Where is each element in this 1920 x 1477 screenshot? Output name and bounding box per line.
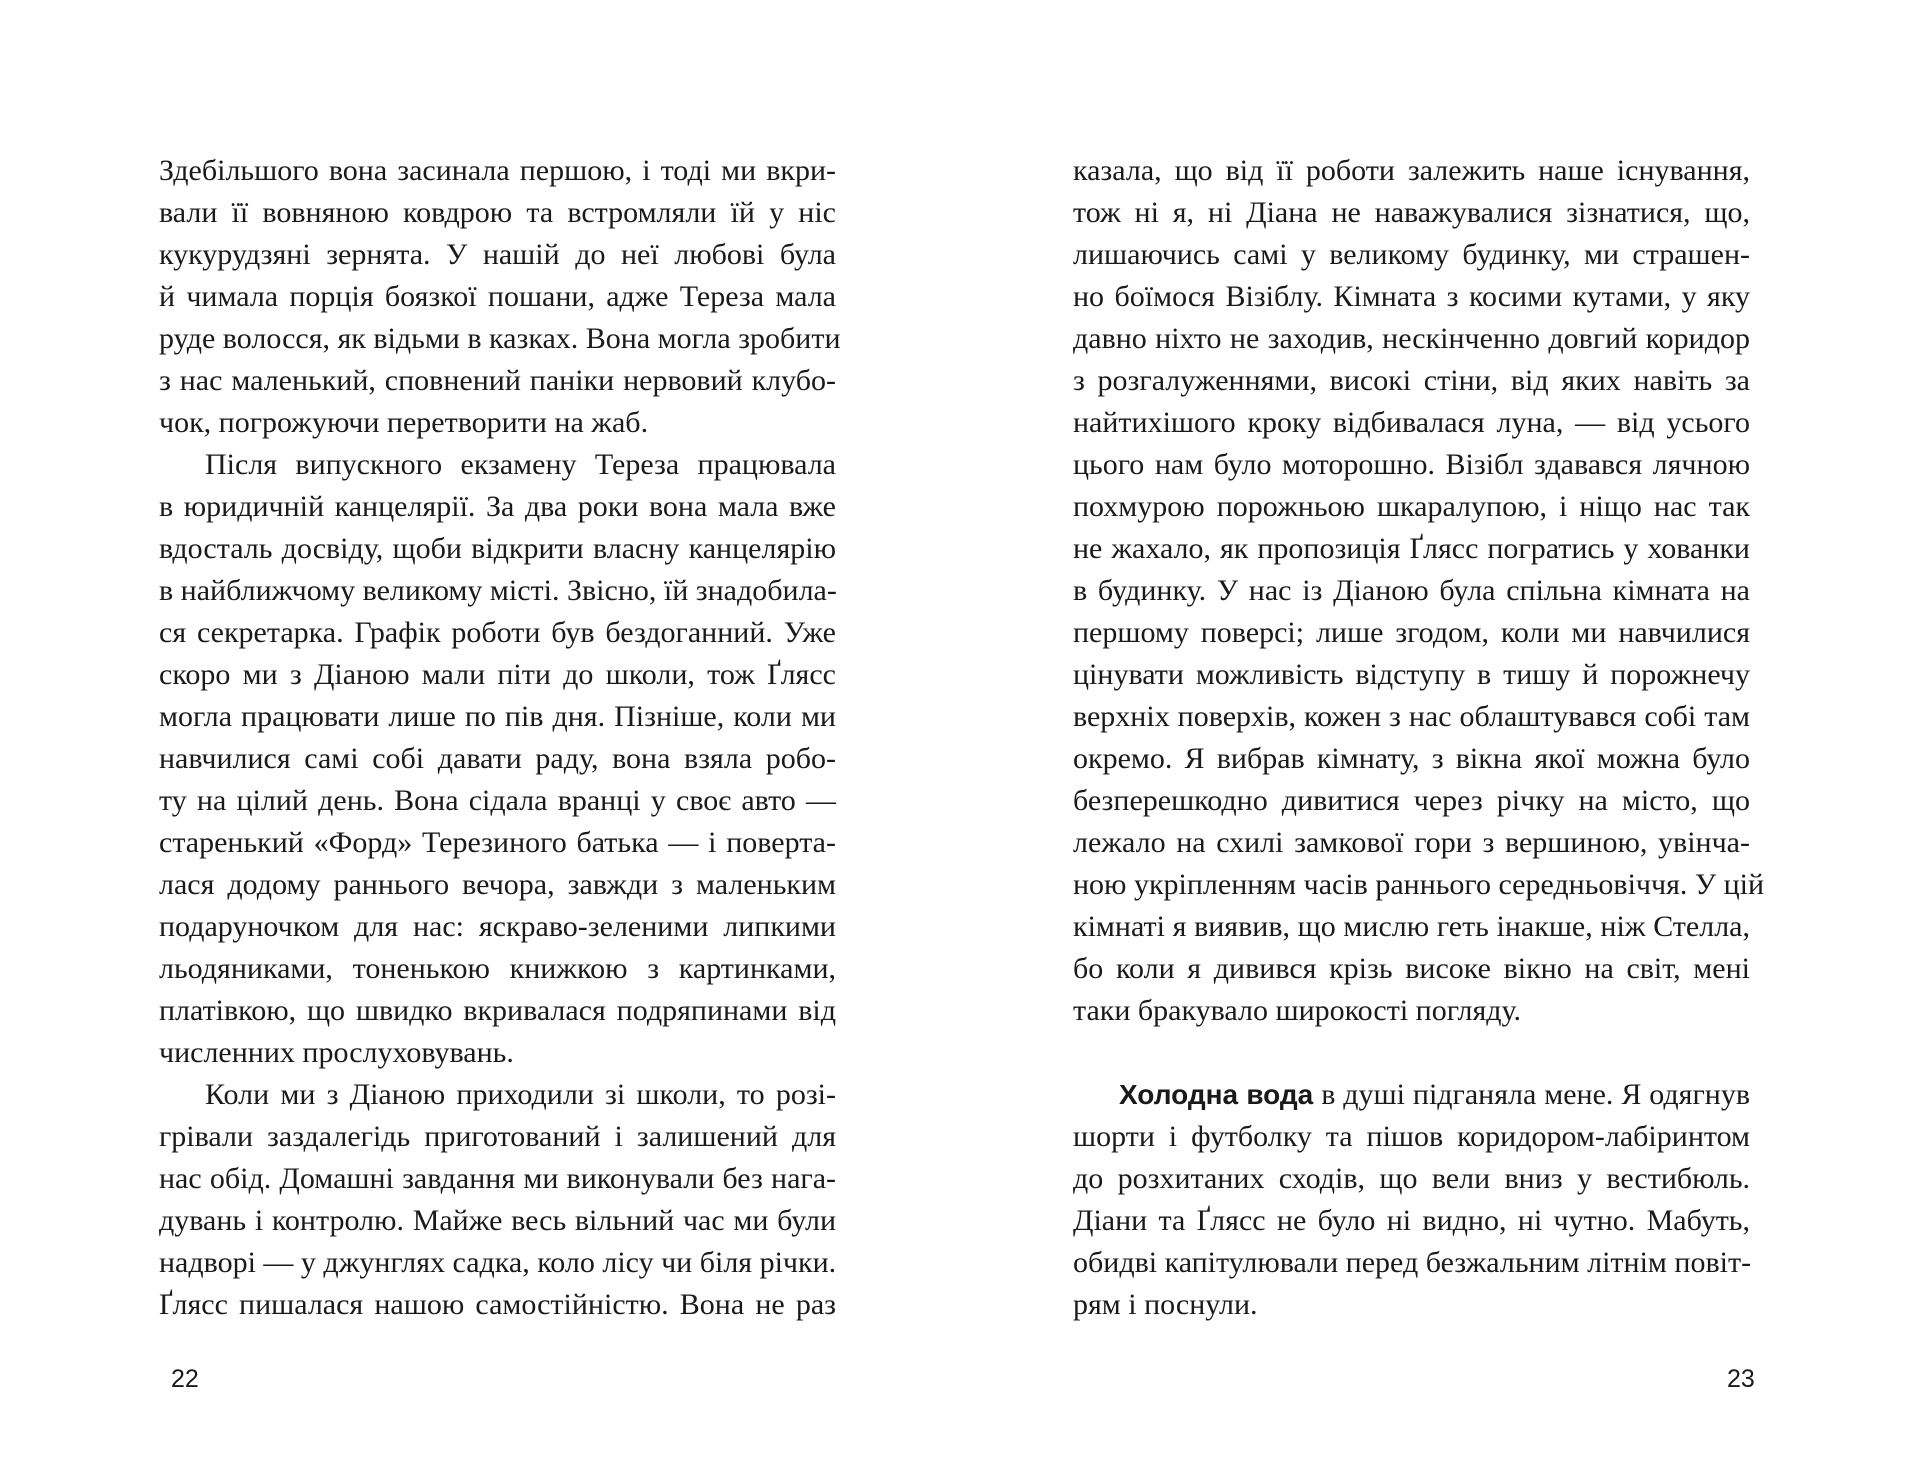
text-line: вдосталь досвіду, щоби відкрити власну канцелярію xyxy=(159,532,836,565)
text-line: Коли ми з Діаною приходили зі школи, то розі- xyxy=(205,1078,836,1111)
text-line: казала, що від її роботи залежить наше існування, xyxy=(1073,154,1750,187)
text-line: з нас маленький, сповнений паніки нервовий клубо- xyxy=(159,364,836,397)
text-line: лася додому раннього вечора, завжди з маленьким xyxy=(159,868,836,901)
right-page xyxy=(1073,150,1765,1326)
text-line: надворі — у джунглях садка, коло лісу чи біля річки. xyxy=(159,1246,837,1279)
text-line: найтихішого кроку відбивалася луна, — від усього xyxy=(1073,406,1750,439)
text-line xyxy=(1073,1074,1750,1116)
text-line: старенький «Форд» Терезиного батька — і поверта- xyxy=(159,826,836,859)
page-number: 22 xyxy=(171,1365,199,1393)
text-line: грівали заздалегідь приготований і залишений для xyxy=(159,1120,836,1153)
text-line: Діани та Ґлясс не було ні видно, ні чутно. Мабуть, xyxy=(1073,1204,1750,1237)
text-line: в юридичній канцелярії. За два роки вона мала вже xyxy=(159,490,836,523)
text-line: Здебільшого вона засинала першою, і тоді ми вкри- xyxy=(159,154,836,187)
text-line: тож ні я, ні Діана не наважувалися зізнатися, що, xyxy=(1073,196,1750,229)
text-line: рям і поснули. xyxy=(1073,1288,1258,1321)
text-line: лежало на схилі замкової гори з вершиною, увінча- xyxy=(1073,826,1750,859)
text-line: цього нам було моторошно. Візібл здавався лячною xyxy=(1073,448,1750,481)
text-line: шорти і футболку та пішов коридором-лабіринтом xyxy=(1073,1120,1750,1153)
text-line: похмурою порожньою шкаралупою, і ніщо нас так xyxy=(1073,490,1750,523)
text-line: чок, погрожуючи перетворити на жаб. xyxy=(159,406,649,439)
text-line: окремо. Я вибрав кімнату, з вікна якої можна було xyxy=(1073,742,1750,775)
text-line: таки бракувало широкості погляду. xyxy=(1073,994,1522,1027)
text-line: не жахало, як пропозиція Ґлясс погратись у хованки xyxy=(1073,532,1750,565)
text-line: скоро ми з Діаною мали піти до школи, тож Ґлясс xyxy=(159,658,836,691)
text-line: в найближчому великому місті. Звісно, їй знадобила- xyxy=(159,574,837,607)
bold-lead: Холодна вода xyxy=(1119,1079,1314,1110)
text-line: обидві капітулювали перед безжальним літнім повіт- xyxy=(1073,1246,1752,1279)
text-line: дувань і контролю. Майже весь вільний час ми були xyxy=(159,1204,836,1237)
text-line: ся секретарка. Графік роботи був бездоганний. Уже xyxy=(159,616,836,649)
text-line: кукурудзяні зернята. У нашій до неї любові була xyxy=(159,238,836,271)
text-line: верхніх поверхів, кожен з нас облаштувався собі там xyxy=(1073,700,1750,733)
text-line: но боїмося Візіблу. Кімната з косими кутами, у яку xyxy=(1073,280,1750,313)
text-line: першому поверсі; лише згодом, коли ми навчилися xyxy=(1073,616,1750,649)
lead-continuation: в душі підганяла мене. Я одягнув xyxy=(1313,1078,1751,1111)
text-line: руде волосся, як відьми в казках. Вона могла зробити xyxy=(159,322,841,355)
text-line: вали її вовняною ковдрою та встромляли їй у ніс xyxy=(159,196,836,229)
text-line: льодяниками, тоненькою книжкою з картинками, xyxy=(159,952,836,985)
page-number: 23 xyxy=(1727,1365,1755,1393)
text-line: могла працювати лише по пів дня. Пізніше, коли ми xyxy=(159,700,836,733)
text-line: численних прослуховувань. xyxy=(159,1036,514,1069)
text-line: подаруночком для нас: яскраво-зеленими липкими xyxy=(159,910,836,943)
text-line: навчилися самі собі давати раду, вона взяла робо- xyxy=(159,742,836,775)
text-line: кімнаті я виявив, що мислю геть інакше, ніж Стелла, xyxy=(1073,910,1750,943)
text-line: бо коли я дивився крізь високе вікно на світ, мені xyxy=(1073,952,1750,985)
text-line: цінувати можливість відступу в тишу й порожнечу xyxy=(1073,658,1750,691)
text-line: безперешкодно дивитися через річку на місто, що xyxy=(1073,784,1750,817)
text-line: платівкою, що швидко вкривалася подряпинами від xyxy=(159,994,836,1027)
text-line: ною укріпленням часів раннього середньовіччя. У цій xyxy=(1073,868,1765,901)
text-line: в будинку. У нас із Діаною була спільна кімната на xyxy=(1073,574,1750,607)
text-line: й чимала порція боязкої пошани, адже Тереза мала xyxy=(159,280,836,313)
left-page xyxy=(159,150,841,1326)
text-line: ту на цілий день. Вона сідала вранці у своє авто — xyxy=(159,784,836,817)
section-break xyxy=(1073,1032,1750,1074)
text-line: Після випускного екзамену Тереза працювала xyxy=(205,448,836,481)
text-line: лишаючись самі у великому будинку, ми страшен- xyxy=(1073,238,1750,271)
text-line: до розхитаних сходів, що вели вниз у вестибюль. xyxy=(1073,1162,1750,1195)
text-line: давно ніхто не заходив, нескінченно довгий коридор xyxy=(1073,322,1750,355)
text-line: нас обід. Домашні завдання ми виконували без нага- xyxy=(159,1162,836,1195)
text-line: з розгалуженнями, високі стіни, від яких навіть за xyxy=(1073,364,1750,397)
text-line: Ґлясс пишалася нашою самостійністю. Вона не раз xyxy=(159,1288,836,1321)
